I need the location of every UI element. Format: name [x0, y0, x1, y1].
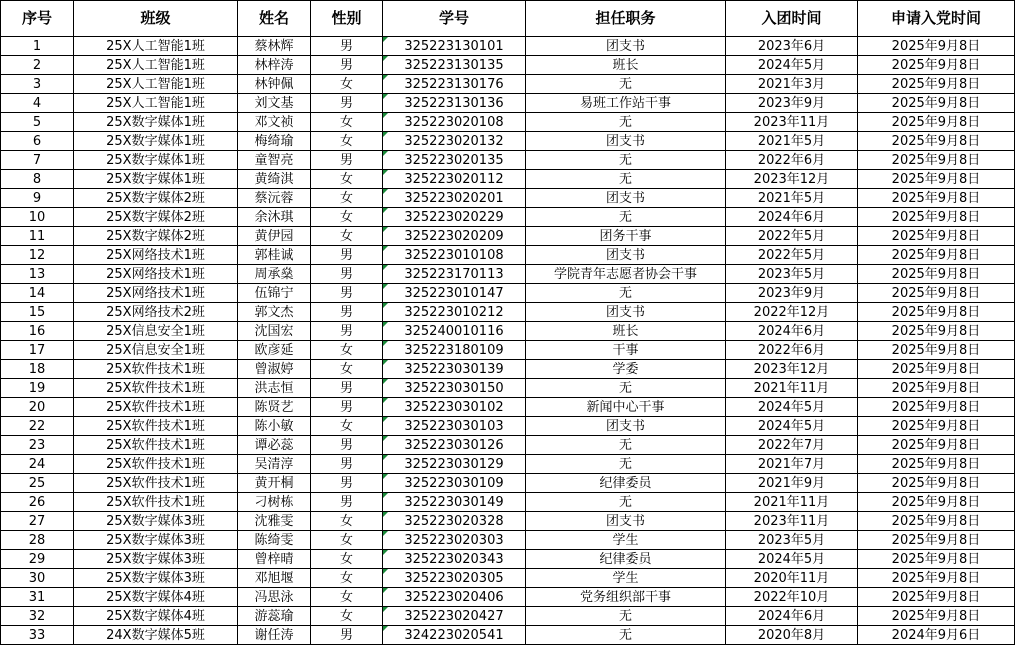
cell-league-date[interactable]: 2023年6月 — [726, 37, 858, 56]
table-row — [1, 512, 1015, 531]
cell-position[interactable]: 无 — [526, 626, 726, 645]
table-row — [1, 189, 1015, 208]
header-row — [1, 1, 1015, 37]
cell-name[interactable]: 黄开桐 — [238, 474, 311, 493]
cell-student-id[interactable]: 325223030139 — [383, 360, 526, 379]
cell-class[interactable]: 25X数字媒体4班 — [74, 588, 238, 607]
cell-position[interactable]: 团务干事 — [526, 227, 726, 246]
cell-league-date[interactable]: 2024年5月 — [726, 417, 858, 436]
cell-student-id[interactable]: 325223010212 — [383, 303, 526, 322]
table-row — [1, 208, 1015, 227]
cell-class[interactable]: 25X网络技术2班 — [74, 303, 238, 322]
cell-name[interactable]: 邓旭堰 — [238, 569, 311, 588]
cell-gender[interactable]: 女 — [311, 113, 383, 132]
cell-name[interactable]: 吴清淳 — [238, 455, 311, 474]
cell-class[interactable]: 25X人工智能1班 — [74, 56, 238, 75]
cell-league-date[interactable]: 2022年5月 — [726, 227, 858, 246]
cell-student-id[interactable]: 324223020541 — [383, 626, 526, 645]
cell-gender[interactable]: 男 — [311, 265, 383, 284]
cell-gender[interactable]: 女 — [311, 512, 383, 531]
col-header-student-id[interactable]: 学号 — [383, 1, 526, 37]
cell-position[interactable]: 无 — [526, 151, 726, 170]
cell-class[interactable]: 25X数字媒体1班 — [74, 132, 238, 151]
cell-name[interactable]: 梅绮瑜 — [238, 132, 311, 151]
cell-student-id[interactable]: 325223030102 — [383, 398, 526, 417]
table-row — [1, 170, 1015, 189]
cell-class[interactable]: 25X数字媒体4班 — [74, 607, 238, 626]
cell-party-apply-date[interactable]: 2025年9月8日 — [858, 341, 1015, 360]
cell-name[interactable]: 蔡林辉 — [238, 37, 311, 56]
cell-league-date[interactable]: 2023年5月 — [726, 265, 858, 284]
cell-student-id[interactable]: 325223020209 — [383, 227, 526, 246]
cell-gender[interactable]: 男 — [311, 322, 383, 341]
cell-gender[interactable]: 女 — [311, 227, 383, 246]
table-row — [1, 398, 1015, 417]
table-row — [1, 227, 1015, 246]
cell-position[interactable]: 干事 — [526, 341, 726, 360]
cell-party-apply-date[interactable]: 2025年9月8日 — [858, 531, 1015, 550]
cell-league-date[interactable]: 2022年6月 — [726, 151, 858, 170]
cell-league-date[interactable]: 2023年12月 — [726, 360, 858, 379]
cell-index[interactable]: 29 — [1, 550, 74, 569]
cell-student-id[interactable]: 325223020229 — [383, 208, 526, 227]
cell-gender[interactable]: 女 — [311, 569, 383, 588]
cell-name[interactable]: 陈绮雯 — [238, 531, 311, 550]
cell-gender[interactable]: 男 — [311, 493, 383, 512]
cell-student-id[interactable]: 325223020132 — [383, 132, 526, 151]
cell-league-date[interactable]: 2023年9月 — [726, 94, 858, 113]
table-row — [1, 360, 1015, 379]
table-row — [1, 75, 1015, 94]
cell-position[interactable]: 团支书 — [526, 303, 726, 322]
col-header-position[interactable]: 担任职务 — [526, 1, 726, 37]
cell-class[interactable]: 25X数字媒体3班 — [74, 569, 238, 588]
cell-name[interactable]: 游蕊瑜 — [238, 607, 311, 626]
cell-position[interactable]: 无 — [526, 208, 726, 227]
cell-party-apply-date[interactable]: 2025年9月8日 — [858, 75, 1015, 94]
cell-index[interactable]: 1 — [1, 37, 74, 56]
cell-name[interactable]: 欧彦延 — [238, 341, 311, 360]
cell-name[interactable]: 刘文基 — [238, 94, 311, 113]
cell-name[interactable]: 邓文祯 — [238, 113, 311, 132]
cell-class[interactable]: 25X数字媒体1班 — [74, 170, 238, 189]
cell-index[interactable]: 17 — [1, 341, 74, 360]
cell-student-id[interactable]: 325223020305 — [383, 569, 526, 588]
table-row — [1, 341, 1015, 360]
table-row — [1, 37, 1015, 56]
cell-gender[interactable]: 女 — [311, 417, 383, 436]
cell-index[interactable]: 7 — [1, 151, 74, 170]
cell-position[interactable]: 无 — [526, 379, 726, 398]
cell-league-date[interactable]: 2024年6月 — [726, 208, 858, 227]
cell-student-id[interactable]: 325240010116 — [383, 322, 526, 341]
cell-league-date[interactable]: 2024年5月 — [726, 550, 858, 569]
cell-party-apply-date[interactable]: 2025年9月8日 — [858, 227, 1015, 246]
cell-party-apply-date[interactable]: 2025年9月8日 — [858, 474, 1015, 493]
cell-party-apply-date[interactable]: 2025年9月8日 — [858, 607, 1015, 626]
cell-party-apply-date[interactable]: 2025年9月8日 — [858, 94, 1015, 113]
cell-league-date[interactable]: 2021年3月 — [726, 75, 858, 94]
cell-student-id[interactable]: 325223020328 — [383, 512, 526, 531]
cell-gender[interactable]: 男 — [311, 246, 383, 265]
cell-student-id[interactable]: 325223020201 — [383, 189, 526, 208]
cell-student-id[interactable]: 325223030150 — [383, 379, 526, 398]
cell-index[interactable]: 18 — [1, 360, 74, 379]
cell-gender[interactable]: 女 — [311, 75, 383, 94]
cell-student-id[interactable]: 325223130176 — [383, 75, 526, 94]
cell-gender[interactable]: 女 — [311, 588, 383, 607]
col-header-league-date[interactable]: 入团时间 — [726, 1, 858, 37]
cell-league-date[interactable]: 2024年5月 — [726, 56, 858, 75]
cell-party-apply-date[interactable]: 2025年9月8日 — [858, 170, 1015, 189]
cell-student-id[interactable]: 325223020108 — [383, 113, 526, 132]
cell-league-date[interactable]: 2020年8月 — [726, 626, 858, 645]
cell-index[interactable]: 20 — [1, 398, 74, 417]
cell-league-date[interactable]: 2023年11月 — [726, 512, 858, 531]
col-header-index[interactable]: 序号 — [1, 1, 74, 37]
cell-class[interactable]: 25X网络技术1班 — [74, 246, 238, 265]
cell-league-date[interactable]: 2022年5月 — [726, 246, 858, 265]
cell-class[interactable]: 24X数字媒体5班 — [74, 626, 238, 645]
cell-league-date[interactable]: 2021年11月 — [726, 379, 858, 398]
cell-index[interactable]: 14 — [1, 284, 74, 303]
cell-party-apply-date[interactable]: 2025年9月8日 — [858, 265, 1015, 284]
cell-student-id[interactable]: 325223030149 — [383, 493, 526, 512]
cell-index[interactable]: 6 — [1, 132, 74, 151]
cell-position[interactable]: 团支书 — [526, 417, 726, 436]
cell-position[interactable]: 无 — [526, 493, 726, 512]
cell-class[interactable]: 25X软件技术1班 — [74, 360, 238, 379]
cell-index[interactable]: 22 — [1, 417, 74, 436]
cell-party-apply-date[interactable]: 2025年9月8日 — [858, 113, 1015, 132]
cell-party-apply-date[interactable]: 2024年9月6日 — [858, 626, 1015, 645]
cell-party-apply-date[interactable]: 2025年9月8日 — [858, 132, 1015, 151]
cell-student-id[interactable]: 325223030109 — [383, 474, 526, 493]
cell-index[interactable]: 27 — [1, 512, 74, 531]
cell-class[interactable]: 25X数字媒体1班 — [74, 113, 238, 132]
cell-league-date[interactable]: 2024年6月 — [726, 607, 858, 626]
table-row — [1, 569, 1015, 588]
cell-position[interactable]: 无 — [526, 284, 726, 303]
cell-league-date[interactable]: 2023年5月 — [726, 531, 858, 550]
cell-gender[interactable]: 女 — [311, 607, 383, 626]
cell-league-date[interactable]: 2020年11月 — [726, 569, 858, 588]
cell-class[interactable]: 25X软件技术1班 — [74, 417, 238, 436]
cell-index[interactable]: 30 — [1, 569, 74, 588]
cell-student-id[interactable]: 325223020343 — [383, 550, 526, 569]
cell-party-apply-date[interactable]: 2025年9月8日 — [858, 151, 1015, 170]
cell-gender[interactable]: 男 — [311, 284, 383, 303]
cell-party-apply-date[interactable]: 2025年9月8日 — [858, 284, 1015, 303]
cell-index[interactable]: 28 — [1, 531, 74, 550]
cell-league-date[interactable]: 2022年12月 — [726, 303, 858, 322]
table-row — [1, 303, 1015, 322]
cell-league-date[interactable]: 2022年6月 — [726, 341, 858, 360]
cell-name[interactable]: 伍锦宁 — [238, 284, 311, 303]
cell-gender[interactable]: 女 — [311, 132, 383, 151]
cell-index[interactable]: 24 — [1, 455, 74, 474]
cell-name[interactable]: 黄伊园 — [238, 227, 311, 246]
cell-league-date[interactable]: 2023年12月 — [726, 170, 858, 189]
cell-index[interactable]: 10 — [1, 208, 74, 227]
cell-index[interactable]: 19 — [1, 379, 74, 398]
cell-name[interactable]: 刁树栋 — [238, 493, 311, 512]
cell-name[interactable]: 林钟佩 — [238, 75, 311, 94]
col-header-party-apply-date[interactable]: 申请入党时间 — [858, 1, 1015, 37]
cell-gender[interactable]: 男 — [311, 56, 383, 75]
cell-name[interactable]: 谢任涛 — [238, 626, 311, 645]
cell-class[interactable]: 25X数字媒体3班 — [74, 531, 238, 550]
cell-student-id[interactable]: 325223030129 — [383, 455, 526, 474]
cell-student-id[interactable]: 325223020303 — [383, 531, 526, 550]
table-row — [1, 474, 1015, 493]
cell-league-date[interactable]: 2022年10月 — [726, 588, 858, 607]
cell-party-apply-date[interactable]: 2025年9月8日 — [858, 398, 1015, 417]
table-row — [1, 550, 1015, 569]
cell-party-apply-date[interactable]: 2025年9月8日 — [858, 512, 1015, 531]
cell-name[interactable]: 陈贤艺 — [238, 398, 311, 417]
cell-name[interactable]: 林梓涛 — [238, 56, 311, 75]
cell-party-apply-date[interactable]: 2025年9月8日 — [858, 493, 1015, 512]
cell-league-date[interactable]: 2022年7月 — [726, 436, 858, 455]
cell-class[interactable]: 25X网络技术1班 — [74, 284, 238, 303]
cell-gender[interactable]: 男 — [311, 37, 383, 56]
cell-gender[interactable]: 男 — [311, 436, 383, 455]
cell-index[interactable]: 32 — [1, 607, 74, 626]
cell-class[interactable]: 25X人工智能1班 — [74, 75, 238, 94]
col-header-class[interactable]: 班级 — [74, 1, 238, 37]
cell-name[interactable]: 余沐琪 — [238, 208, 311, 227]
cell-name[interactable]: 黄绮淇 — [238, 170, 311, 189]
cell-student-id[interactable]: 325223030126 — [383, 436, 526, 455]
cell-position[interactable]: 班长 — [526, 56, 726, 75]
cell-index[interactable]: 13 — [1, 265, 74, 284]
cell-name[interactable]: 郭桂诚 — [238, 246, 311, 265]
cell-class[interactable]: 25X软件技术1班 — [74, 379, 238, 398]
cell-party-apply-date[interactable]: 2025年9月8日 — [858, 303, 1015, 322]
cell-gender[interactable]: 男 — [311, 474, 383, 493]
cell-index[interactable]: 12 — [1, 246, 74, 265]
cell-party-apply-date[interactable]: 2025年9月8日 — [858, 246, 1015, 265]
cell-position[interactable]: 无 — [526, 113, 726, 132]
cell-position[interactable]: 班长 — [526, 322, 726, 341]
cell-position[interactable]: 团支书 — [526, 37, 726, 56]
cell-party-apply-date[interactable]: 2025年9月8日 — [858, 436, 1015, 455]
cell-class[interactable]: 25X数字媒体1班 — [74, 151, 238, 170]
table-row — [1, 113, 1015, 132]
cell-index[interactable]: 25 — [1, 474, 74, 493]
cell-gender[interactable]: 男 — [311, 398, 383, 417]
cell-position[interactable]: 党务组织部干事 — [526, 588, 726, 607]
cell-league-date[interactable]: 2023年9月 — [726, 284, 858, 303]
cell-class[interactable]: 25X人工智能1班 — [74, 94, 238, 113]
cell-class[interactable]: 25X数字媒体2班 — [74, 208, 238, 227]
cell-position[interactable]: 新闻中心干事 — [526, 398, 726, 417]
table-row — [1, 284, 1015, 303]
cell-position[interactable]: 团支书 — [526, 189, 726, 208]
cell-index[interactable]: 16 — [1, 322, 74, 341]
cell-position[interactable]: 纪律委员 — [526, 550, 726, 569]
cell-gender[interactable]: 男 — [311, 455, 383, 474]
table-row — [1, 265, 1015, 284]
cell-league-date[interactable]: 2021年7月 — [726, 455, 858, 474]
table-row — [1, 531, 1015, 550]
cell-class[interactable]: 25X数字媒体3班 — [74, 550, 238, 569]
cell-gender[interactable]: 女 — [311, 189, 383, 208]
cell-name[interactable]: 童智亮 — [238, 151, 311, 170]
table-row — [1, 132, 1015, 151]
cell-gender[interactable]: 女 — [311, 360, 383, 379]
cell-party-apply-date[interactable]: 2025年9月8日 — [858, 417, 1015, 436]
cell-student-id[interactable]: 325223020135 — [383, 151, 526, 170]
cell-name[interactable]: 冯思泳 — [238, 588, 311, 607]
cell-party-apply-date[interactable]: 2025年9月8日 — [858, 56, 1015, 75]
cell-party-apply-date[interactable]: 2025年9月8日 — [858, 208, 1015, 227]
cell-class[interactable]: 25X软件技术1班 — [74, 436, 238, 455]
cell-league-date[interactable]: 2023年11月 — [726, 113, 858, 132]
cell-name[interactable]: 洪志恒 — [238, 379, 311, 398]
cell-class[interactable]: 25X软件技术1班 — [74, 455, 238, 474]
table-row — [1, 94, 1015, 113]
cell-league-date[interactable]: 2021年11月 — [726, 493, 858, 512]
cell-name[interactable]: 周承燊 — [238, 265, 311, 284]
cell-gender[interactable]: 男 — [311, 626, 383, 645]
cell-name[interactable]: 蔡沅蓉 — [238, 189, 311, 208]
cell-name[interactable]: 谭必蕊 — [238, 436, 311, 455]
cell-party-apply-date[interactable]: 2025年9月8日 — [858, 379, 1015, 398]
cell-position[interactable]: 学生 — [526, 531, 726, 550]
cell-name[interactable]: 沈国宏 — [238, 322, 311, 341]
cell-gender[interactable]: 女 — [311, 531, 383, 550]
cell-party-apply-date[interactable]: 2025年9月8日 — [858, 550, 1015, 569]
cell-position[interactable]: 学生 — [526, 569, 726, 588]
cell-class[interactable]: 25X数字媒体2班 — [74, 189, 238, 208]
col-header-gender[interactable]: 性别 — [311, 1, 383, 37]
table-row — [1, 417, 1015, 436]
cell-index[interactable]: 4 — [1, 94, 74, 113]
cell-position[interactable]: 学委 — [526, 360, 726, 379]
cell-gender[interactable]: 男 — [311, 151, 383, 170]
cell-index[interactable]: 11 — [1, 227, 74, 246]
cell-position[interactable]: 无 — [526, 170, 726, 189]
cell-party-apply-date[interactable]: 2025年9月8日 — [858, 189, 1015, 208]
table-row — [1, 588, 1015, 607]
cell-gender[interactable]: 男 — [311, 303, 383, 322]
cell-gender[interactable]: 男 — [311, 379, 383, 398]
cell-name[interactable]: 曾梓晴 — [238, 550, 311, 569]
table-row — [1, 493, 1015, 512]
table-row — [1, 151, 1015, 170]
cell-student-id[interactable]: 325223020112 — [383, 170, 526, 189]
cell-class[interactable]: 25X数字媒体3班 — [74, 512, 238, 531]
cell-name[interactable]: 曾淑婷 — [238, 360, 311, 379]
cell-gender[interactable]: 女 — [311, 208, 383, 227]
cell-index[interactable]: 26 — [1, 493, 74, 512]
cell-index[interactable]: 33 — [1, 626, 74, 645]
cell-position[interactable]: 无 — [526, 436, 726, 455]
table-row — [1, 436, 1015, 455]
cell-position[interactable]: 易班工作站干事 — [526, 94, 726, 113]
cell-position[interactable]: 团支书 — [526, 512, 726, 531]
cell-position[interactable]: 无 — [526, 607, 726, 626]
cell-position[interactable]: 团支书 — [526, 132, 726, 151]
cell-league-date[interactable]: 2021年9月 — [726, 474, 858, 493]
cell-index[interactable]: 23 — [1, 436, 74, 455]
cell-student-id[interactable]: 325223130136 — [383, 94, 526, 113]
cell-name[interactable]: 沈雅雯 — [238, 512, 311, 531]
cell-index[interactable]: 31 — [1, 588, 74, 607]
cell-student-id[interactable]: 325223130135 — [383, 56, 526, 75]
cell-position[interactable]: 无 — [526, 455, 726, 474]
cell-league-date[interactable]: 2021年5月 — [726, 189, 858, 208]
cell-name[interactable]: 郭文杰 — [238, 303, 311, 322]
cell-party-apply-date[interactable]: 2025年9月8日 — [858, 360, 1015, 379]
cell-class[interactable]: 25X信息安全1班 — [74, 341, 238, 360]
table-row — [1, 626, 1015, 645]
cell-index[interactable]: 2 — [1, 56, 74, 75]
table-body — [1, 37, 1015, 645]
cell-student-id[interactable]: 325223170113 — [383, 265, 526, 284]
cell-index[interactable]: 9 — [1, 189, 74, 208]
cell-student-id[interactable]: 325223030103 — [383, 417, 526, 436]
cell-index[interactable]: 8 — [1, 170, 74, 189]
cell-name[interactable]: 陈小敏 — [238, 417, 311, 436]
cell-party-apply-date[interactable]: 2025年9月8日 — [858, 37, 1015, 56]
cell-class[interactable]: 25X软件技术1班 — [74, 474, 238, 493]
cell-position[interactable]: 无 — [526, 75, 726, 94]
cell-league-date[interactable]: 2024年6月 — [726, 322, 858, 341]
cell-party-apply-date[interactable]: 2025年9月8日 — [858, 569, 1015, 588]
cell-position[interactable]: 纪律委员 — [526, 474, 726, 493]
cell-index[interactable]: 3 — [1, 75, 74, 94]
cell-gender[interactable]: 女 — [311, 170, 383, 189]
cell-class[interactable]: 25X软件技术1班 — [74, 493, 238, 512]
table-row — [1, 455, 1015, 474]
col-header-name[interactable]: 姓名 — [238, 1, 311, 37]
table-row — [1, 607, 1015, 626]
cell-student-id[interactable]: 325223020427 — [383, 607, 526, 626]
cell-index[interactable]: 5 — [1, 113, 74, 132]
cell-party-apply-date[interactable]: 2025年9月8日 — [858, 455, 1015, 474]
table-row — [1, 246, 1015, 265]
cell-class[interactable]: 25X数字媒体2班 — [74, 227, 238, 246]
cell-party-apply-date[interactable]: 2025年9月8日 — [858, 322, 1015, 341]
cell-class[interactable]: 25X信息安全1班 — [74, 322, 238, 341]
cell-index[interactable]: 15 — [1, 303, 74, 322]
table-row — [1, 322, 1015, 341]
cell-class[interactable]: 25X人工智能1班 — [74, 37, 238, 56]
cell-party-apply-date[interactable]: 2025年9月8日 — [858, 588, 1015, 607]
table-row — [1, 56, 1015, 75]
table-row — [1, 379, 1015, 398]
cell-student-id[interactable]: 325223130101 — [383, 37, 526, 56]
cell-gender[interactable]: 男 — [311, 94, 383, 113]
cell-student-id[interactable]: 325223180109 — [383, 341, 526, 360]
cell-league-date[interactable]: 2024年5月 — [726, 398, 858, 417]
cell-student-id[interactable]: 325223010108 — [383, 246, 526, 265]
cell-league-date[interactable]: 2021年5月 — [726, 132, 858, 151]
cell-class[interactable]: 25X软件技术1班 — [74, 398, 238, 417]
cell-gender[interactable]: 女 — [311, 341, 383, 360]
cell-position[interactable]: 学院青年志愿者协会干事 — [526, 265, 726, 284]
cell-gender[interactable]: 女 — [311, 550, 383, 569]
cell-student-id[interactable]: 325223020406 — [383, 588, 526, 607]
cell-position[interactable]: 团支书 — [526, 246, 726, 265]
cell-student-id[interactable]: 325223010147 — [383, 284, 526, 303]
cell-class[interactable]: 25X网络技术1班 — [74, 265, 238, 284]
